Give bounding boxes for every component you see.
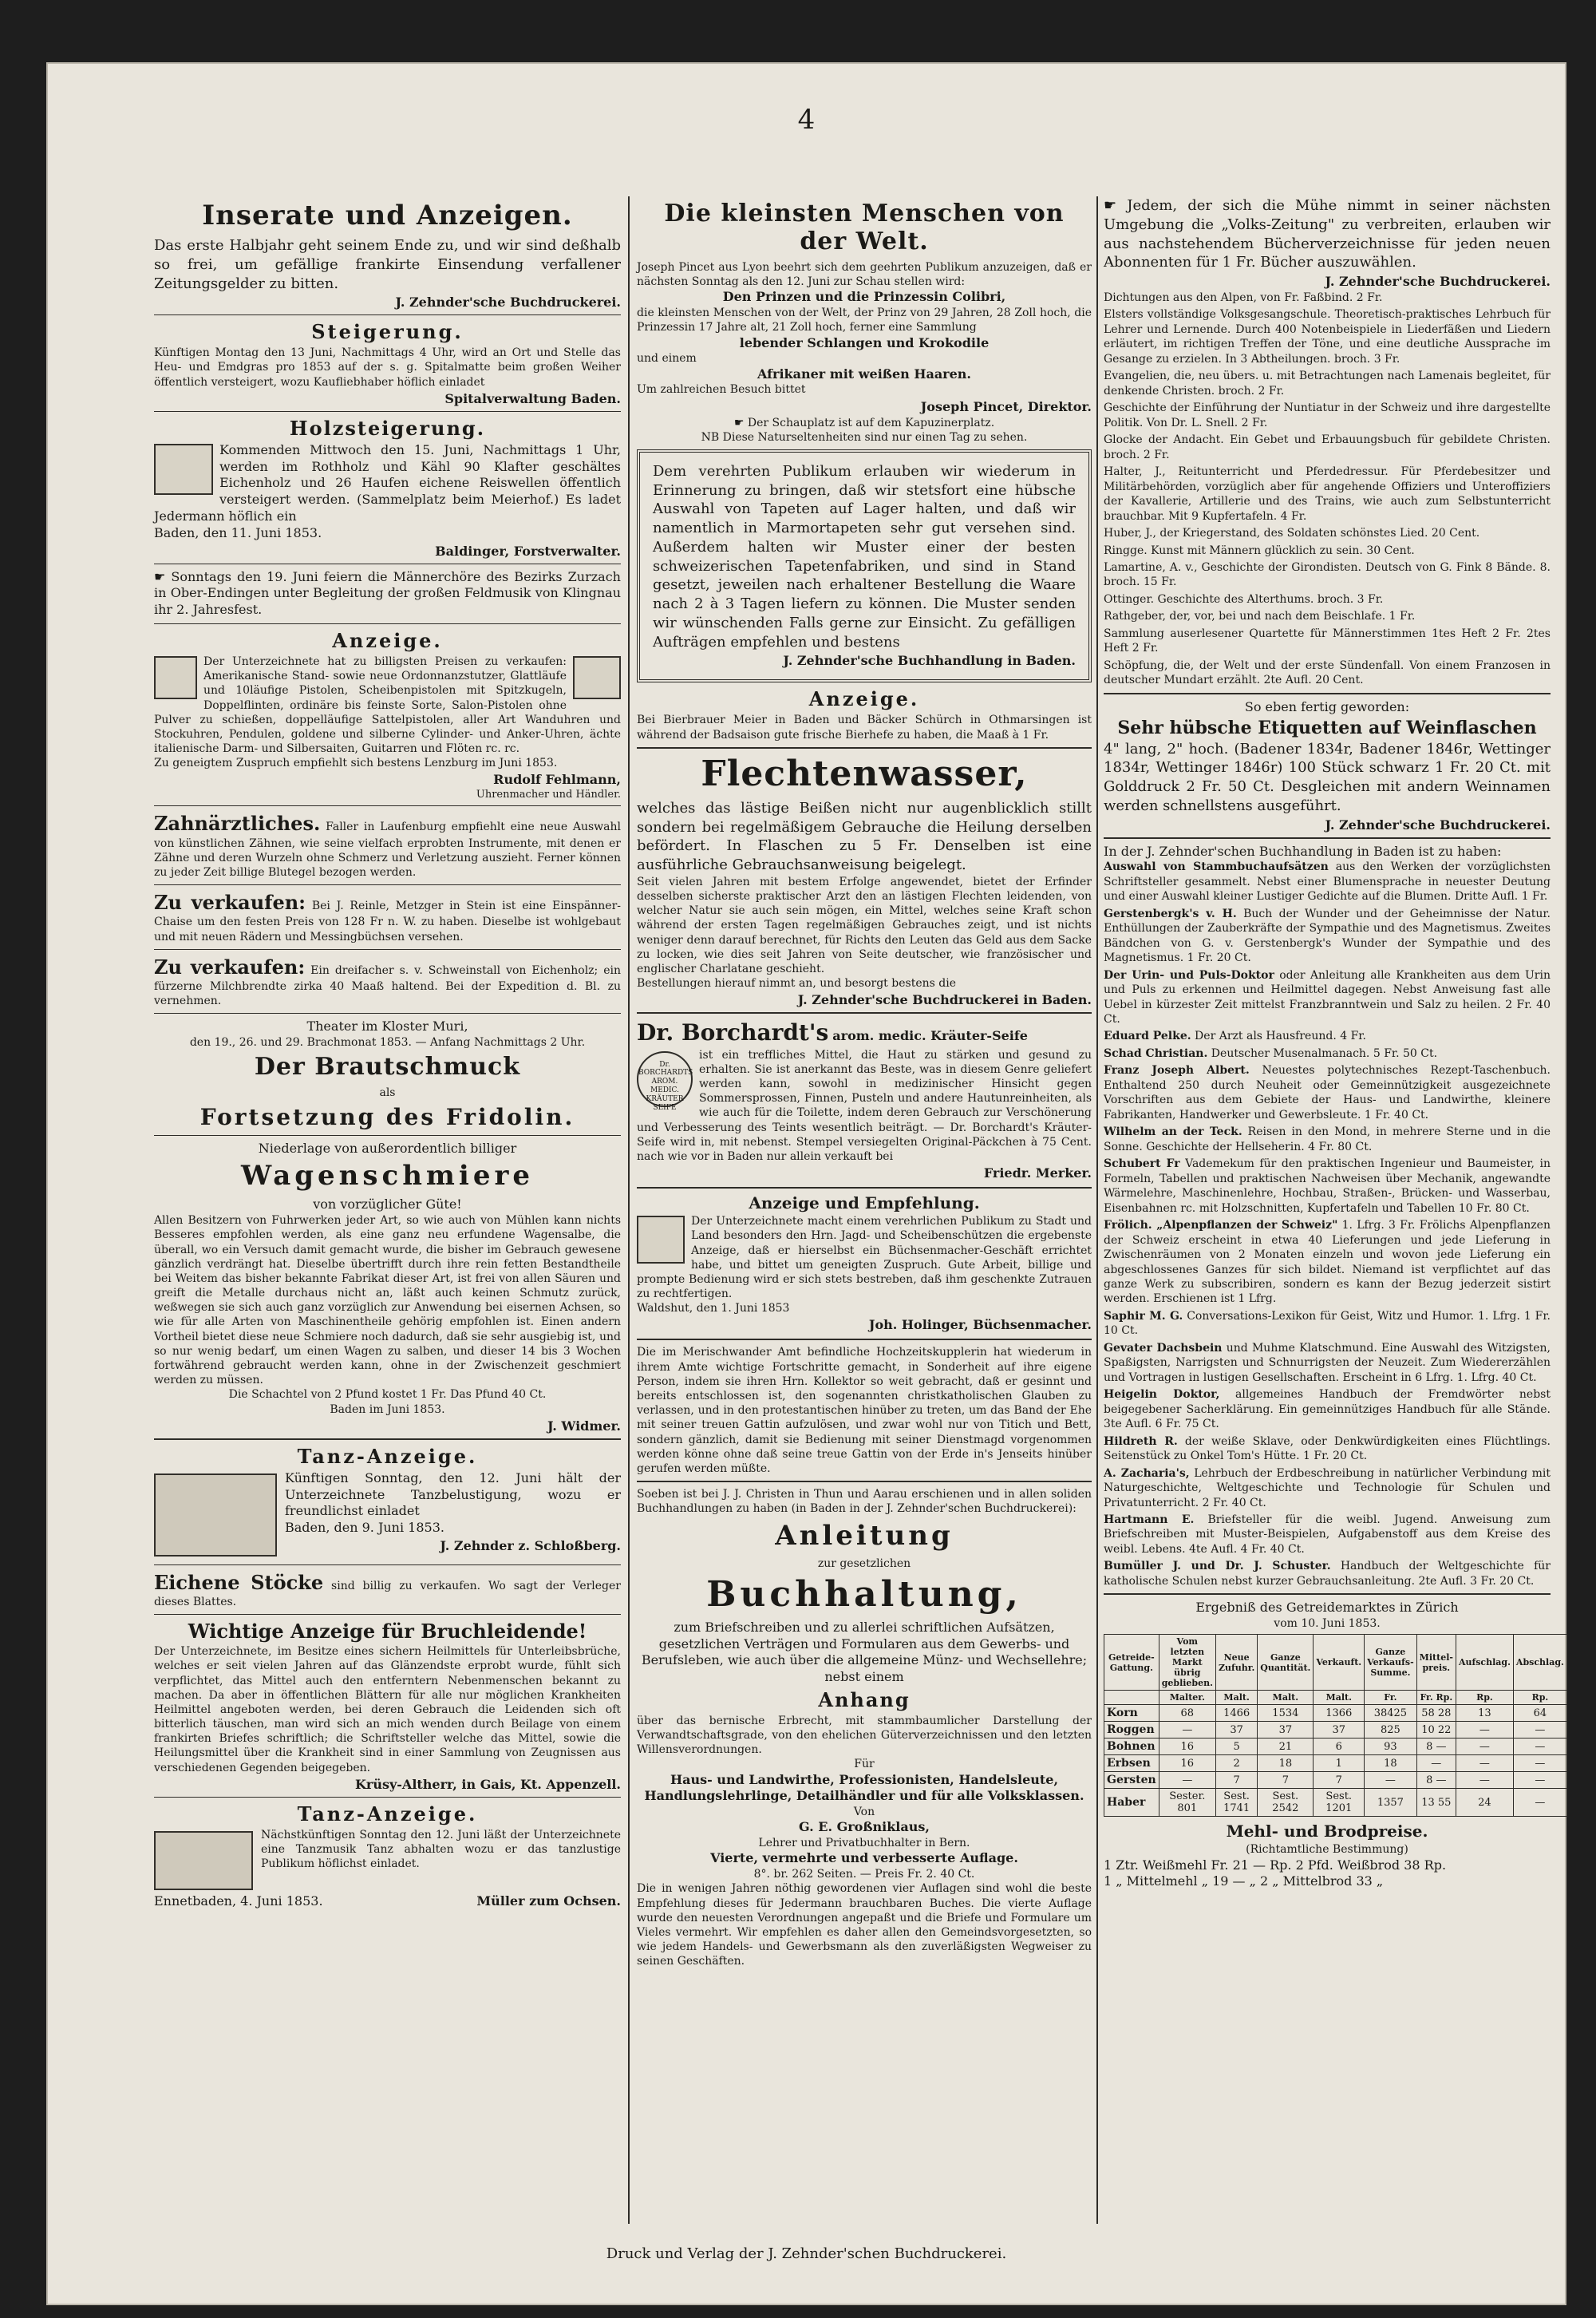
title-list-item-desc: Deutscher Musenalmanach. 5 Fr. 50 Ct. bbox=[1207, 1046, 1438, 1060]
notice-signature: J. Zehnder'sche Buchdruckerei. bbox=[395, 295, 621, 311]
table-cell: 64 bbox=[1513, 1705, 1566, 1722]
ad-signature: J. Zehnder'sche Buchdruckerei. bbox=[1325, 817, 1551, 833]
title-list-item-title: Franz Joseph Albert. bbox=[1104, 1064, 1250, 1078]
table-cell: 2 bbox=[1215, 1755, 1257, 1772]
divider bbox=[1104, 1593, 1551, 1595]
title-list-item-desc: Conversations-Lexikon für Geist, Witz und Humor. 1. Lfrg. 1 Fr. 10 Ct. bbox=[1104, 1309, 1551, 1338]
table-cell: 7 bbox=[1215, 1772, 1257, 1789]
ad-title: Steigerung. bbox=[311, 320, 464, 344]
table-cell: 37 bbox=[1215, 1722, 1257, 1738]
theater-als: als bbox=[379, 1086, 396, 1100]
ad-signature: J. Zehnder'sche Buchhandlung in Baden. bbox=[783, 653, 1076, 669]
ad-title: Anzeige. bbox=[332, 628, 443, 652]
ad-text: Dem verehrten Publikum erlauben wir wiederum in Erinnerung zu bringen, daß wir stetsfort eine hübsche Auswahl von Tapeten auf Lager halten, und daß wir namentlich in Marmortapeten sehr gut versehen sind. Außerdem halten wir Muster einer der besten schweizerischen Tapetenfabriken, und sind in Stand gesetzt, jeweilen nach erhaltener Bestellung die Waare nach 2 à 3 Tagen liefern zu können. Die Muster senden wir wünschenden Falls gerne zur Einsicht. Zu gefälligen Aufträgen empfehlen und bestens bbox=[653, 462, 1076, 651]
divider bbox=[154, 884, 621, 885]
book-text: Die in wenigen Jahren nöthig gewordenen vier Auflagen sind wohl die beste Empfehlung dieses für Jedermann brauchbaren Buches. Die vierte Auflage wurde den neuesten Verordnungen angepaßt und die Briefe und Formulare um Vieles vermehrt. Wir empfehlen es daher allen den Gemeindsvorgesetzten, so wie jedem Handels- und Gewerbsmann als den zuverläßigsten Wegweiser zu seinen Geschäften. bbox=[637, 1882, 1092, 1968]
table-unit-cell: Malt. bbox=[1215, 1691, 1257, 1705]
pointing-hand-icon: ☛ bbox=[733, 416, 748, 429]
table-cell: 93 bbox=[1365, 1738, 1417, 1755]
ad-text: Der Unterzeichnete macht einem verehrlichen Publikum zu Stadt und Land besonders den Hrn. Jagd- und Scheibenschützen die ergebenste Anzeige, daß er hierselbst ein Büchsenmacher-Geschäft errichtet habe, und bittet um geneigten Zuspruch. Gute Arbeit, billige und prompte Bedienung wird er sich stets bestreben, daß ihm geschenkte Zutrauen zu rechtfertigen. bbox=[637, 1215, 1092, 1301]
title-list-item bbox=[1104, 1309, 1551, 1339]
table-cell: 825 bbox=[1365, 1722, 1417, 1738]
table-header-cell: Abschlag. bbox=[1513, 1635, 1566, 1691]
divider bbox=[637, 1187, 1092, 1189]
title-list-item bbox=[1104, 1029, 1551, 1043]
ad-title: Sehr hübsche Etiquetten auf Weinflaschen bbox=[1117, 717, 1537, 738]
table-cell: 7 bbox=[1258, 1772, 1314, 1789]
table-cell: 24 bbox=[1456, 1789, 1513, 1817]
title-list-item-title: Auswahl von Stammbuchaufsätzen bbox=[1104, 860, 1329, 874]
table-cell: 1466 bbox=[1215, 1705, 1257, 1722]
table-row bbox=[1104, 1738, 1567, 1755]
ad-body: Bei J. Reinle, Metzger in Stein ist eine Einspänner-Chaise um den festen Preis von 128 Fr n. W. zu haben. Dieselbe ist wohlgebaut und mit neuen Rädern und Messingbüchsen versehen. bbox=[154, 900, 622, 943]
page-number: 4 bbox=[797, 104, 816, 136]
title-list bbox=[1104, 860, 1551, 1588]
title-list-item-desc: 1. Lfrg. 3 Fr. Frölichs Alpenpflanzen der Schweiz erscheint in etwa 40 Lieferungen und jede Lieferung in Zwischenräumen von 2 Monaten einzeln und wovon jede Lieferung ein abgeschlossenes Ganzes für sich bildet. Niemand ist verpflichtet auf das ganze Werk zu subscribiren, sondern es kann der Bezug jederzeit sistirt werden. Erschienen ist 1 Lfrg. bbox=[1104, 1219, 1551, 1306]
column-rule bbox=[628, 196, 630, 2224]
title-list-item bbox=[1104, 1466, 1551, 1510]
book-list-item: Dichtungen aus den Alpen, von Fr. Faßbind. 2 Fr. bbox=[1104, 291, 1383, 304]
title-list-item-desc: der weiße Sklave, oder Denkwürdigkeiten eines Flüchtlings. Seitenstück zu Onkel Tom's Hütte. 1 Fr. 20 Ct. bbox=[1104, 1434, 1551, 1463]
ad-body: Faller in Laufenburg empfiehlt eine neue Auswahl von künstlichen Zähnen, wie seine vielfach erprobten Instrumente, mit denen er Zähne und deren Wurzeln ohne Schmerz und Verletzung auszieht. Ferner können zu jeder Zeit billige Blutegel bezogen werden. bbox=[154, 821, 621, 880]
title-list-item bbox=[1104, 968, 1551, 1027]
ad-signature: J. Zehnder'sche Buchdruckerei. bbox=[1325, 274, 1551, 289]
table-unit-cell: Rp. bbox=[1456, 1691, 1513, 1705]
ad-text bbox=[1104, 196, 1551, 272]
ad-text: Die im Merischwander Amt befindliche Hochzeitskupplerin hat wiederum in ihrem Amte wichtige Fortschritte gemacht, in Sonderheit auf ihre eigene Person, indem sie ihren Hrn. Kollektor so weit gebracht, daß er gesinnt und bereits entschlossen ist, den sogenannten christkatholischen Glauben zu verlassen, und in den protestantischen hinüber zu treten, um das Band der Ehe mit seiner treuen Gattin aufzulösen, und zwar wohl nur von Titich und Bett, sondern gänzlich, damit sie Bedienung mit seiner Dienstmagd vorgenommen werden könne ohne daß seine treue Gattin von der Erde in's Jenseits hinüber gerufen werden müßte. bbox=[637, 1346, 1092, 1475]
etik-pre: So eben fertig geworden: bbox=[1244, 698, 1410, 714]
ad-text: Um zahlreichen Besuch bittet bbox=[637, 383, 806, 397]
ad-text: 4" lang, 2" hoch. (Badener 1834r, Badener 1846r, Wettinger 1834r, Wettinger 1846r) 100 Stück schwarz 1 Fr. 20 Ct. mit Golddruck 2 Fr. 50 Ct. Desgleichen mit andern Weinnamen werden schnellstens ausgeführt. bbox=[1104, 740, 1551, 814]
ad-title: Tanz-Anzeige. bbox=[297, 1444, 478, 1468]
book-list-item: Glocke der Andacht. Ein Gebet und Erbauungsbuch für gebildete Christen. broch. 2 Fr. bbox=[1104, 433, 1551, 461]
divider bbox=[637, 1481, 1092, 1482]
book-zur: zur gesetzlichen bbox=[817, 1557, 911, 1570]
divider bbox=[154, 411, 621, 412]
table-cell: 18 bbox=[1365, 1755, 1417, 1772]
table-cell: 68 bbox=[1159, 1705, 1215, 1722]
table-header-cell: Ganze Verkaufs-Summe. bbox=[1365, 1635, 1417, 1691]
market-title: Ergebniß des Getreidemarktes in Zürich bbox=[1195, 1600, 1459, 1616]
wagen-title: Wagenschmiere bbox=[240, 1160, 534, 1193]
table-header-cell: Ganze Quantität. bbox=[1258, 1635, 1314, 1691]
divider bbox=[154, 805, 621, 806]
table-body bbox=[1104, 1705, 1567, 1817]
table-cell: 10 22 bbox=[1416, 1722, 1456, 1738]
title-list-item bbox=[1104, 907, 1551, 966]
title-list-item bbox=[1104, 1513, 1551, 1557]
bread-title: Mehl- und Brodpreise. bbox=[1226, 1822, 1428, 1841]
ad-text: Joseph Pincet aus Lyon beehrt sich dem geehrten Publikum anzuzeigen, daß er nächsten Sonntag als den 12. Juni zur Schau stellen wird: bbox=[637, 261, 1092, 289]
ad-signature: Joseph Pincet, Direktor. bbox=[920, 398, 1092, 414]
table-cell: — bbox=[1513, 1789, 1566, 1817]
woodcutter-icon bbox=[154, 444, 213, 495]
book-audience: Haus- und Landwirthe, Professionisten, Handelsleute, Handlungslehrlinge, Detailhändler und für alle Volksklassen. bbox=[644, 1771, 1084, 1804]
pointing-hand-icon: ☛ bbox=[154, 568, 172, 584]
title-list-item-desc: Neuestes polytechnisches Rezept-Taschenbuch. Enthaltend 250 durch Neuheit oder Gemeinnützigkeit ausgezeichnete Vorschriften aus dem Gebiete der Haus- und Landwirthe, kleinere Fabrikanten, Handwerker und Gewerbsleute. 1 Fr. 40 Ct. bbox=[1104, 1064, 1551, 1121]
table-subheader-row bbox=[1104, 1691, 1567, 1705]
title-list-item bbox=[1104, 1341, 1551, 1385]
title-list-item-desc: Handbuch der Weltgeschichte für katholische Schulen nebst kurzer Gebrauchsanleitung. 2te Aufl. 3 Fr. 20 Ct. bbox=[1104, 1560, 1551, 1588]
ad-title: Eichene Stöcke bbox=[154, 1570, 324, 1594]
book-anhang: Anhang bbox=[818, 1687, 911, 1711]
ad-signature: Rudolf Fehlmann, bbox=[493, 772, 621, 788]
table-unit-cell: Rp. bbox=[1513, 1691, 1566, 1705]
column-1 bbox=[154, 196, 621, 2224]
table-cell: Korn bbox=[1104, 1705, 1159, 1722]
title-list-item bbox=[1104, 1157, 1551, 1216]
book-list-item: Schöpfung, die, der Welt und der erste Sündenfall. Von einem Franzosen in deutscher Mundart erzählt. 2te Aufl. 20 Cent. bbox=[1104, 659, 1551, 687]
notice-text: Das erste Halbjahr geht seinem Ende zu, und wir sind deßhalb so frei, um gefällige frankirte Einsendung verfallener Zeitungsgelder zu bitten. bbox=[154, 237, 621, 292]
ad-text: Soeben ist bei J. J. Christen in Thun und Aarau erschienen und in allen soliden Buchhandlungen zu haben (in Baden in der J. Zehnder'schen Buchdruckerei): bbox=[637, 1488, 1092, 1516]
theater-line: Theater im Kloster Muri, bbox=[306, 1019, 468, 1034]
ad-text: Kommenden Mittwoch den 15. Juni, Nachmittags 1 Uhr, werden im Rothholz und Kähl 90 Klafter geschältes Eichenholz und 26 Haufen eichene Reiswellen öffentlich versteigert werden. (Sammelplatz beim Meierhof.) Es ladet Jedermann höflich ein bbox=[154, 441, 621, 524]
book-title: Buchhaltung, bbox=[706, 1573, 1022, 1615]
divider bbox=[154, 1564, 621, 1565]
divider bbox=[154, 1013, 621, 1014]
book-list-item: Lamartine, A. v., Geschichte der Girondisten. Deutsch von G. Fink 8 Bände. 8. broch. 15 Fr. bbox=[1104, 560, 1551, 589]
table-cell: Sester. 801 bbox=[1159, 1789, 1215, 1817]
title-list-item-title: Hildreth R. bbox=[1104, 1434, 1178, 1448]
column-rule bbox=[1096, 196, 1098, 2224]
dance-illustration-icon bbox=[154, 1473, 277, 1557]
book-edition: Vierte, vermehrte und verbesserte Auflage. bbox=[710, 1850, 1018, 1866]
table-header-cell: Vom letzten Markt übrig geblieben. bbox=[1159, 1635, 1215, 1691]
table-cell: — bbox=[1513, 1755, 1566, 1772]
ad-title: Anzeige und Empfehlung. bbox=[749, 1193, 980, 1213]
title-list-item-title: Frölich. „Alpenpflanzen der Schweiz" bbox=[1104, 1219, 1338, 1232]
clock-icon bbox=[154, 656, 197, 699]
table-cell: 16 bbox=[1159, 1755, 1215, 1772]
book-list-item: Huber, J., der Kriegerstand, des Soldaten schönstes Lied. 20 Cent. bbox=[1104, 527, 1480, 540]
table-cell: Haber bbox=[1104, 1789, 1159, 1817]
table-row bbox=[1104, 1755, 1567, 1772]
ad-text bbox=[637, 416, 1092, 430]
ad-signature: J. Zehnder z. Schloßberg. bbox=[440, 1537, 621, 1553]
title-list-item-title: A. Zacharia's, bbox=[1104, 1466, 1190, 1480]
table-unit-cell: Malter. bbox=[1159, 1691, 1215, 1705]
book-list bbox=[1104, 291, 1551, 688]
title-list-item-title: Hartmann E. bbox=[1104, 1513, 1195, 1526]
theater-subtitle: Fortsetzung des Fridolin. bbox=[200, 1103, 575, 1130]
ad-highlight: lebender Schlangen und Krokodile bbox=[739, 334, 990, 350]
bread-subtitle: (Richtamtliche Bestimmung) bbox=[1246, 1843, 1408, 1857]
table-cell: Gersten bbox=[1104, 1772, 1159, 1789]
table-cell: — bbox=[1159, 1722, 1215, 1738]
ad-title: Flechtenwasser, bbox=[701, 753, 1028, 794]
title-list-item-title: Gevater Dachsbein bbox=[1104, 1341, 1223, 1355]
table-cell: 8 — bbox=[1416, 1738, 1456, 1755]
book-list-item: Ringge. Kunst mit Männern glücklich zu sein. 30 Cent. bbox=[1104, 544, 1415, 557]
divider bbox=[154, 1797, 621, 1798]
ad-text: und einem bbox=[637, 352, 697, 366]
ad-signature: J. Widmer. bbox=[547, 1418, 621, 1434]
ad-location: Der Schauplatz ist auf dem Kapuzinerplatz. bbox=[747, 416, 995, 429]
ad-signature: Spitalverwaltung Baden. bbox=[444, 390, 621, 406]
table-cell: Erbsen bbox=[1104, 1755, 1159, 1772]
divider bbox=[637, 1339, 1092, 1340]
table-cell: 58 28 bbox=[1416, 1705, 1456, 1722]
wagen-subtitle: von vorzüglicher Güte! bbox=[313, 1197, 462, 1212]
soap-stamp-icon: Dr. BORCHARDTS AROM. MEDIC. KRÄUTER SEIFE bbox=[637, 1051, 693, 1107]
ad-text bbox=[154, 955, 621, 1009]
divider bbox=[1104, 837, 1551, 839]
table-cell: — bbox=[1456, 1772, 1513, 1789]
divider bbox=[154, 1135, 621, 1136]
title-list-item-title: Wilhelm an der Teck. bbox=[1104, 1125, 1242, 1139]
table-cell: 5 bbox=[1215, 1738, 1257, 1755]
ad-text: Künftigen Sonntag, den 12. Juni hält der Unterzeichnete Tanzbelustigung, wozu er freundlichst einladet bbox=[285, 1470, 621, 1519]
book-author: G. E. Großniklaus, bbox=[799, 1819, 930, 1835]
table-cell: — bbox=[1456, 1738, 1513, 1755]
ad-body: sind billig zu verkaufen. Wo sagt der Verleger dieses Blattes. bbox=[154, 1579, 621, 1608]
ad-text: Der Unterzeichnete, im Besitze eines sichern Heilmittels für Unterleibsbrüche, welches er seit vielen Jahren auf das Glänzendste erprobt wurde, fühlt sich verpflichtet, das Mittel auch den entferntern Nebenmenschen bekannt zu machen. Da aber in öffentlichen Blättern für alle nur möglichen Krankheiten Heilmittel angeboten werden, bei deren Gebrauch die Leidenden sich oft bitterlich täuschen, man wird sich an mich wenden durch Beilage von einem frankirten Briefes schriftlich; die Schriftsteller welche das Mittel, sowie die Heilungsmittel über die Krankheit sind in einer Sammlung von Zeugnissen aus verschiedenen Gegenden beigegeben. bbox=[154, 1645, 621, 1774]
table-cell: Sest. 1741 bbox=[1215, 1789, 1257, 1817]
table-row bbox=[1104, 1772, 1567, 1789]
title-list-item-title: Eduard Pelke. bbox=[1104, 1030, 1191, 1043]
ad-date: Baden, den 11. Juni 1853. bbox=[154, 524, 322, 540]
ornamental-frame bbox=[637, 449, 1092, 683]
title-list-item-desc: und Muhme Klatschmund. Eine Auswahl des Witzigsten, Spaßigsten, Narrigsten und Schnurrigsten der Neuzeit. Zum Wiedererzählen und Vortragen in lustigen Gesellschaften. Erscheint in 6 Lfrg. 1. Lfrg. 40 Ct. bbox=[1104, 1341, 1551, 1384]
ad-signature: Krüsy-Altherr, in Gais, Kt. Appenzell. bbox=[354, 1776, 621, 1792]
ad-body: Ein dreifacher s. v. Schweinstall von Eichenholz; ein fürzerne Milchbrendte zirka 40 Maaß haltend. Bei der Expedition d. Bl. zu vernehmen. bbox=[154, 963, 621, 1008]
table-header-cell: Neue Zufuhr. bbox=[1215, 1635, 1257, 1691]
ad-text: Zu geneigtem Zuspruch empfiehlt sich bestens Lenzburg im Juni 1853. bbox=[154, 757, 558, 770]
column-2 bbox=[637, 196, 1092, 2224]
book-text: zum Briefschreiben und zu allerlei schriftlichen Aufsätzen, gesetzlichen Verträgen und Formularen aus dem Gewerbs- und Berufsleben, wie auch über die allgemeine Münz- und Wechsellehre; nebst einem bbox=[641, 1619, 1088, 1685]
ad-text: Bestellungen hierauf nimmt an, und besorgt bestens die bbox=[637, 977, 956, 991]
ad-title: Zu verkaufen: bbox=[154, 891, 306, 915]
ad-highlight: Afrikaner mit weißen Haaren. bbox=[757, 366, 971, 382]
divider bbox=[154, 314, 621, 315]
table-cell: — bbox=[1513, 1738, 1566, 1755]
divider bbox=[154, 1438, 621, 1440]
wagen-price: Die Schachtel von 2 Pfund kostet 1 Fr. Das Pfund 40 Ct. bbox=[228, 1388, 547, 1402]
ad-text: Der Unterzeichnete hat zu billigsten Preisen zu verkaufen: Amerikanische Stand- sowie neue Ordonnanzstutzer, Glattläufe und 10läufige Pistolen, Scheibenpistolen mit Spitzkugeln, Doppelflinten, ordinäre bis feinste Sorte, Salon-Pistolen ohne Pulver zu schießen, doppelläufige Sattelpistolen, aller Art Wanduhren und Stockuhren, Pendulen, goldene und silberne Cylinder- und Anker-Uhren, ächte italienische Darm- und Silbersaiten, Guitarren und Flöten rc. rc. bbox=[154, 655, 621, 756]
ad-title: Holzsteigerung. bbox=[289, 416, 486, 440]
title-list-item bbox=[1104, 1559, 1551, 1588]
ad-highlight: Den Prinzen und die Prinzessin Colibri, bbox=[722, 289, 1006, 305]
title-list-item-desc: Vademekum für den praktischen Ingenieur und Baumeister, in Formeln, Tabellen und praktischen Nachweisen über Mechanik, angewandte Wärmelehre, Maschinenlehre, Hochbau, Straßen-, Brücken- und Wasserbau, Eisenbahnen rc. mit Holzschnitten, Kupfertafeln und Tabellen 10 Fr. 80 Ct. bbox=[1104, 1157, 1551, 1215]
table-cell: Sest. 2542 bbox=[1258, 1789, 1314, 1817]
ad-date bbox=[154, 1893, 621, 1910]
title-list-item-desc: Briefsteller für die weibl. Jugend. Anweisung zum Briefschreiben mit Muster-Beispielen, Aufgabenstoff aus dem Kreise des weibl. Lebens. 4te Aufl. 4 Fr. 40 Ct. bbox=[1104, 1513, 1551, 1556]
title-list-item bbox=[1104, 1046, 1551, 1061]
table-unit-cell: Fr. Rp. bbox=[1416, 1691, 1456, 1705]
title-list-item-desc: aus den Werken der vorzüglichsten Schriftsteller gesammelt. Nebst einer Blumensprache in neuester Deutung und einer Auswahl kleiner Lustiger Gedichte auf die Blumen. Dritte Aufl. 1 Fr. bbox=[1104, 860, 1551, 904]
table-cell: 38425 bbox=[1365, 1705, 1417, 1722]
table-header-row bbox=[1104, 1635, 1567, 1691]
crossed-rifles-icon bbox=[573, 656, 621, 699]
ad-signature: Baldinger, Forstverwalter. bbox=[435, 543, 621, 559]
book-author-role: Lehrer und Privatbuchhalter in Bern. bbox=[758, 1837, 970, 1850]
table-cell: 18 bbox=[1258, 1755, 1314, 1772]
table-cell: 16 bbox=[1159, 1738, 1215, 1755]
table-cell: 13 bbox=[1456, 1705, 1513, 1722]
ad-date-row bbox=[637, 1301, 1092, 1315]
divider bbox=[154, 1614, 621, 1615]
book-list-item: Halter, J., Reitunterricht und Pferdedressur. Für Pferdebesitzer und Militärbehörden, vorzüglich aber für angehende Offiziers und Unteroffiziers der Kavallerie, Artillerie und des Trains, wie auch zum Selbstunterricht brauchbar. Mit 9 Kupfertafeln. 4 Fr. bbox=[1104, 465, 1551, 523]
ad-note: NB Diese Naturseltenheiten sind nur einen Tag zu sehen. bbox=[701, 430, 1028, 444]
columns bbox=[154, 196, 1564, 2224]
title-list-item-title: Saphir M. G. bbox=[1104, 1309, 1183, 1323]
imprint-footer: Druck und Verlag der J. Zehnder'schen Buchdruckerei. bbox=[606, 2245, 1007, 2262]
book-list-item: Rathgeber, der, vor, bei und nach dem Beischlafe. 1 Fr. bbox=[1104, 610, 1416, 623]
title-list-item-title: Der Urin- und Puls-Doktor bbox=[1104, 968, 1274, 982]
wagen-date: Baden im Juni 1853. bbox=[330, 1402, 445, 1416]
title-list-item bbox=[1104, 1218, 1551, 1307]
section-heading: Inserate und Anzeigen. bbox=[202, 200, 573, 231]
table-header-cell: Aufschlag. bbox=[1456, 1635, 1513, 1691]
ad-title-row bbox=[637, 1019, 1092, 1047]
pointing-hand-icon: ☛ bbox=[1104, 197, 1128, 214]
title-list-item bbox=[1104, 1387, 1551, 1431]
ad-text bbox=[154, 811, 621, 880]
newspaper-page bbox=[46, 62, 1566, 2305]
ad-text: Allen Besitzern von Fuhrwerken jeder Art, so wie auch von Mühlen kann nichts Besseres empfohlen werden, als eine ganz neu erfundene Wagensalbe, die überall, wo ein Versuch damit gemacht wurde, die bisher im Gebrauch gewesene gänzlich verdrängt hat. Dieselbe übertrifft durch ihre rein fetten Bestandtheile bei Weitem das bisher bekannte Fabrikat dieser Art, ist frei von allen Säuren und greift die Metalle durchaus nicht an, läßt auch keinen Schmutz zurück, weßwegen sie sich auch ganz vorzüglich zur Anwendung bei eisernen Achsen, so wie für alle Arten von Maschinentheile gehörig empfohlen ist. Einen andern Vortheil bietet diese neue Schmiere noch dadurch, daß sie sehr ausgiebig ist, und so nur wenig bedarf, um einen Wagen zu salben, und dieser 14 bis 3 Wochen fortwährend gebraucht werden kann, ohne in der Zwischenzeit geschmiert werden zu müssen. bbox=[154, 1214, 621, 1387]
ad-text: welches das lästige Beißen nicht nur augenblicklich stillt sondern bei regelmäßigem Gebrauche die Heilung derselben befördert. In Flaschen zu 5 Fr. Denselben ist eine ausführliche Gebrauchsanweisung beigelegt. bbox=[637, 799, 1092, 874]
table-cell: 8 — bbox=[1416, 1772, 1456, 1789]
ad-text: In der J. Zehnder'schen Buchhandlung in Baden ist zu haben: bbox=[1104, 843, 1502, 859]
title-list-item bbox=[1104, 1434, 1551, 1464]
title-list-item bbox=[1104, 1125, 1551, 1154]
table-cell: — bbox=[1513, 1722, 1566, 1738]
table-cell: 21 bbox=[1258, 1738, 1314, 1755]
ad-text: Bei Bierbrauer Meier in Baden und Bäcker Schürch in Othmarsingen ist während der Badsaison gute frische Bierhefe zu haben, die Maaß à 1 Fr. bbox=[637, 714, 1092, 742]
table-cell: — bbox=[1159, 1772, 1215, 1789]
ad-text bbox=[154, 1570, 621, 1609]
wagen-pre: Niederlage von außerordentlich billiger bbox=[258, 1140, 517, 1156]
ad-text: die kleinsten Menschen von der Welt, der Prinz von 29 Jahren, 28 Zoll hoch, die Prinzessin 17 Jahre alt, 21 Zoll hoch, ferner eine Sammlung bbox=[637, 307, 1092, 334]
table-unit-cell: Fr. bbox=[1365, 1691, 1417, 1705]
divider bbox=[637, 747, 1092, 749]
divider bbox=[154, 949, 621, 950]
ad-text bbox=[154, 890, 621, 944]
table-cell: 1357 bbox=[1365, 1789, 1417, 1817]
divider bbox=[1104, 693, 1551, 694]
title-list-item-title: Heigelin Doktor, bbox=[1104, 1388, 1220, 1402]
ad-text: Seit vielen Jahren mit bestem Erfolge angewendet, bietet der Erfinder desselben sicherste praktischer Arzt den an lästigen Flechten leidenden, von welcher Natur sie auch sein mögen, ein Mittel, welches seine Kraft schon während der ersten Tagen regelmäßigen Gebrauches zeigt, und ist nichts weniger denn darauf berechnet, für Richts den Leuten das Geld aus dem Sacke zu locken, wie dies seit Jahren von Seite deutscher, wie französischer und englischer Charlatane geschieht. bbox=[637, 875, 1092, 975]
table-header-cell: Getreide-Gattung. bbox=[1104, 1635, 1159, 1691]
title-list-item-desc: Der Arzt als Hausfreund. 4 Fr. bbox=[1191, 1030, 1366, 1043]
table-cell: 1534 bbox=[1258, 1705, 1314, 1722]
table-cell: 37 bbox=[1258, 1722, 1314, 1738]
title-list-item-title: Schad Christian. bbox=[1104, 1046, 1208, 1060]
book-fuer: Für bbox=[854, 1758, 875, 1771]
theater-dates: den 19., 26. und 29. Brachmonat 1853. — Anfang Nachmittags 2 Uhr. bbox=[189, 1036, 586, 1050]
ad-title: Die kleinsten Menschen von der Welt. bbox=[664, 200, 1065, 255]
book-text: über das bernische Erbrecht, mit stammbaumlicher Darstellung der Verwandtschaftsgrade, von den ehelichen Güterverzeichnissen und den letzten Willensverordnungen. bbox=[637, 1714, 1092, 1757]
volks-text: Jedem, der sich die Mühe nimmt in seiner nächsten Umgebung die „Volks-Zeitung" zu verbreiten, erlauben wir aus nachstehendem Bücherverzeichnisse für jeden neuen Abonnenten für 1 Fr. Bücher auszuwählen. bbox=[1104, 197, 1551, 271]
title-list-item-title: Gerstenbergk's v. H. bbox=[1104, 907, 1237, 920]
title-list-item-desc: allgemeines Handbuch der Fremdwörter nebst beigegebener Sacherklärung. Ein gemeinnütziges Handbuch für alle Stände. 3te Aufl. 6 Fr. 75 Ct. bbox=[1104, 1388, 1551, 1431]
table-cell: 13 55 bbox=[1416, 1789, 1456, 1817]
grain-market-table bbox=[1104, 1634, 1567, 1817]
table-row bbox=[1104, 1705, 1567, 1722]
table-cell: 6 bbox=[1314, 1738, 1365, 1755]
book-list-item: Ottinger. Geschichte des Alterthums. broch. 3 Fr. bbox=[1104, 592, 1384, 606]
title-list-item-title: Schubert Fr bbox=[1104, 1157, 1180, 1171]
crossed-rifles-icon bbox=[637, 1216, 685, 1264]
ad-text bbox=[154, 569, 621, 619]
table-cell: 1 bbox=[1314, 1755, 1365, 1772]
book-von: Von bbox=[853, 1806, 875, 1819]
table-cell: 37 bbox=[1314, 1722, 1365, 1738]
table-row bbox=[1104, 1789, 1567, 1817]
table-unit-cell: Malt. bbox=[1258, 1691, 1314, 1705]
ad-text: ist ein treffliches Mittel, die Haut zu stärken und gesund zu erhalten. Sie ist anerkannt das Beste, was in diesem Genre geliefert werden kann, sowohl in medizinischer Hinsicht gegen Sommersprossen, Finnen, Pusteln und andere Hautunreinheiten, als wie auch für die Toilette, indem deren Gebrauch zur Verschönerung und Verbesserung des Teints wesentlich beiträgt. — Dr. Borchardt's Kräuter-Seife wird in, mit nebenst. Stempel versiegelten Original-Päckchen à 75 Cent. nach wie vor in Baden nur allein verkauft bei bbox=[637, 1048, 1092, 1163]
table-unit-cell bbox=[1104, 1691, 1159, 1705]
table-cell: 7 bbox=[1314, 1772, 1365, 1789]
book-list-item: Evangelien, die, neu übers. u. mit Betrachtungen nach Lamenais begleitet, für denkende Christen. broch. 2 Fr. bbox=[1104, 370, 1551, 398]
table-header-cell: Mittel-preis. bbox=[1416, 1635, 1456, 1691]
table-cell: — bbox=[1416, 1755, 1456, 1772]
title-list-item-desc: oder Anleitung alle Krankheiten aus dem Urin und Puls zu erkennen und Heilmittel dagegen. Nebst Anweisung fast alle Uebel in kürzester Zeit mittelst Franzbranntwein und Salz zu heilen. 2 Fr. 40 Ct. bbox=[1104, 968, 1551, 1026]
ad-signature-role: Uhrenmacher und Händler. bbox=[476, 789, 621, 801]
ad-signature: Friedr. Merker. bbox=[983, 1165, 1092, 1181]
ad-title: Wichtige Anzeige für Bruchleidende! bbox=[188, 1620, 587, 1644]
ad-text: Künftigen Montag den 13 Juni, Nachmittags 4 Uhr, wird an Ort und Stelle das Heu- und Emdgras pro 1853 auf der s. g. Spitalmatte beim großen Weiher öffentlich versteigert, wozu Kaufliebhaber höflich einladet bbox=[154, 346, 621, 389]
table-cell: Roggen bbox=[1104, 1722, 1159, 1738]
divider bbox=[154, 623, 621, 624]
table-cell: — bbox=[1365, 1772, 1417, 1789]
ad-subtitle: arom. medic. Kräuter-Seife bbox=[832, 1028, 1028, 1044]
book-price: 8°. br. 262 Seiten. — Preis Fr. 2. 40 Ct. bbox=[753, 1868, 975, 1881]
ad-title: Tanz-Anzeige. bbox=[297, 1802, 478, 1826]
theater-title: Der Brautschmuck bbox=[254, 1053, 521, 1082]
title-list-item bbox=[1104, 1063, 1551, 1122]
table-cell: Sest. 1201 bbox=[1314, 1789, 1365, 1817]
table-cell: Bohnen bbox=[1104, 1738, 1159, 1755]
table-cell: — bbox=[1456, 1722, 1513, 1738]
table-cell: — bbox=[1456, 1755, 1513, 1772]
table-unit-cell: Malt. bbox=[1314, 1691, 1365, 1705]
table-row bbox=[1104, 1722, 1567, 1738]
ad-title: Dr. Borchardt's bbox=[637, 1019, 829, 1046]
title-list-item-desc: Reisen in den Mond, in mehrere Sterne und in die Sonne. Geschichte der Hellseherin. 4 Fr. 80 Ct. bbox=[1104, 1125, 1551, 1153]
title-list-item bbox=[1104, 860, 1551, 904]
festival-text: Sonntags den 19. Juni feiern die Männerchöre des Bezirks Zurzach in Ober-Endingen unter Begleitung der großen Feldmusik von Klingnau ihr 2. Jahresfest. bbox=[154, 568, 621, 618]
ad-signature: Müller zum Ochsen. bbox=[476, 1893, 621, 1909]
title-list-item-title: Bumüller J. und Dr. J. Schuster. bbox=[1104, 1560, 1331, 1573]
column-3 bbox=[1104, 196, 1564, 2224]
ad-signature: Joh. Holinger, Büchsenmacher. bbox=[868, 1317, 1092, 1333]
book-title: Anleitung bbox=[775, 1519, 954, 1552]
bread-line: 1 „ Mittelmehl „ 19 — „ 2 „ Mittelbrod 33 „ bbox=[1104, 1873, 1384, 1889]
ad-title: Zu verkaufen: bbox=[154, 955, 306, 979]
book-list-item: Elsters vollständige Volksgesangschule. Theoretisch-praktisches Lehrbuch für Lehrer und Lernende. Durch 400 Notenbeispiele in Liederfäßen und Liedern erläutert, im richtigen Treffen der Töne, und eine deutliche Aussprache im Gesange zu erzielen. In 3 Abtheilungen. broch. 3 Fr. bbox=[1104, 308, 1551, 366]
divider bbox=[637, 1012, 1092, 1014]
table-cell: — bbox=[1513, 1772, 1566, 1789]
ad-date-text: Ennetbaden, 4. Juni 1853. bbox=[154, 1893, 323, 1909]
ad-date: Baden, den 9. Juni 1853. bbox=[285, 1520, 444, 1536]
dance-illustration-icon bbox=[154, 1831, 253, 1890]
ad-signature: J. Zehnder'sche Buchdruckerei in Baden. bbox=[797, 992, 1092, 1008]
title-list-item-desc: Lehrbuch der Erdbeschreibung in natürlicher Verbindung mit Naturgeschichte, Weltgeschichte und Technologie für Schulen und Privatunterricht. 2 Fr. 40 Ct. bbox=[1104, 1466, 1551, 1509]
ad-title: Zahnärztliches. bbox=[154, 812, 321, 836]
ad-date: Waldshut, den 1. Juni 1853 bbox=[637, 1302, 790, 1315]
book-list-item: Geschichte der Einführung der Nuntiatur in der Schweiz und ihre dargestellte Politik. Von Dr. L. Snell. 2 Fr. bbox=[1104, 401, 1551, 429]
market-date: vom 10. Juni 1853. bbox=[1274, 1617, 1381, 1631]
title-list-item-desc: Buch der Wunder und der Geheimnisse der Natur. Enthüllungen der Zauberkräfte der Sympathie und des Magnetismus. Zweites Bändchen von G. v. Gerstenbergk's Wunder der Sympathie und des Magnetismus. 1 Fr. 20 Ct. bbox=[1104, 907, 1551, 965]
table-header-cell: Verkauft. bbox=[1314, 1635, 1365, 1691]
bread-line: 1 Ztr. Weißmehl Fr. 21 — Rp. 2 Pfd. Weißbrod 38 Rp. bbox=[1104, 1857, 1447, 1873]
table-cell: 1366 bbox=[1314, 1705, 1365, 1722]
ad-text: Nächstkünftigen Sonntag den 12. Juni läßt der Unterzeichnete eine Tanzmusik Tanz abhalten wozu er das tanzlustige Publikum höflichst einladet. bbox=[261, 1828, 621, 1871]
book-list-item: Sammlung auserlesener Quartette für Männerstimmen 1tes Heft 2 Fr. 2tes Heft 2 Fr. bbox=[1104, 627, 1551, 655]
ad-title: Anzeige. bbox=[808, 687, 920, 711]
